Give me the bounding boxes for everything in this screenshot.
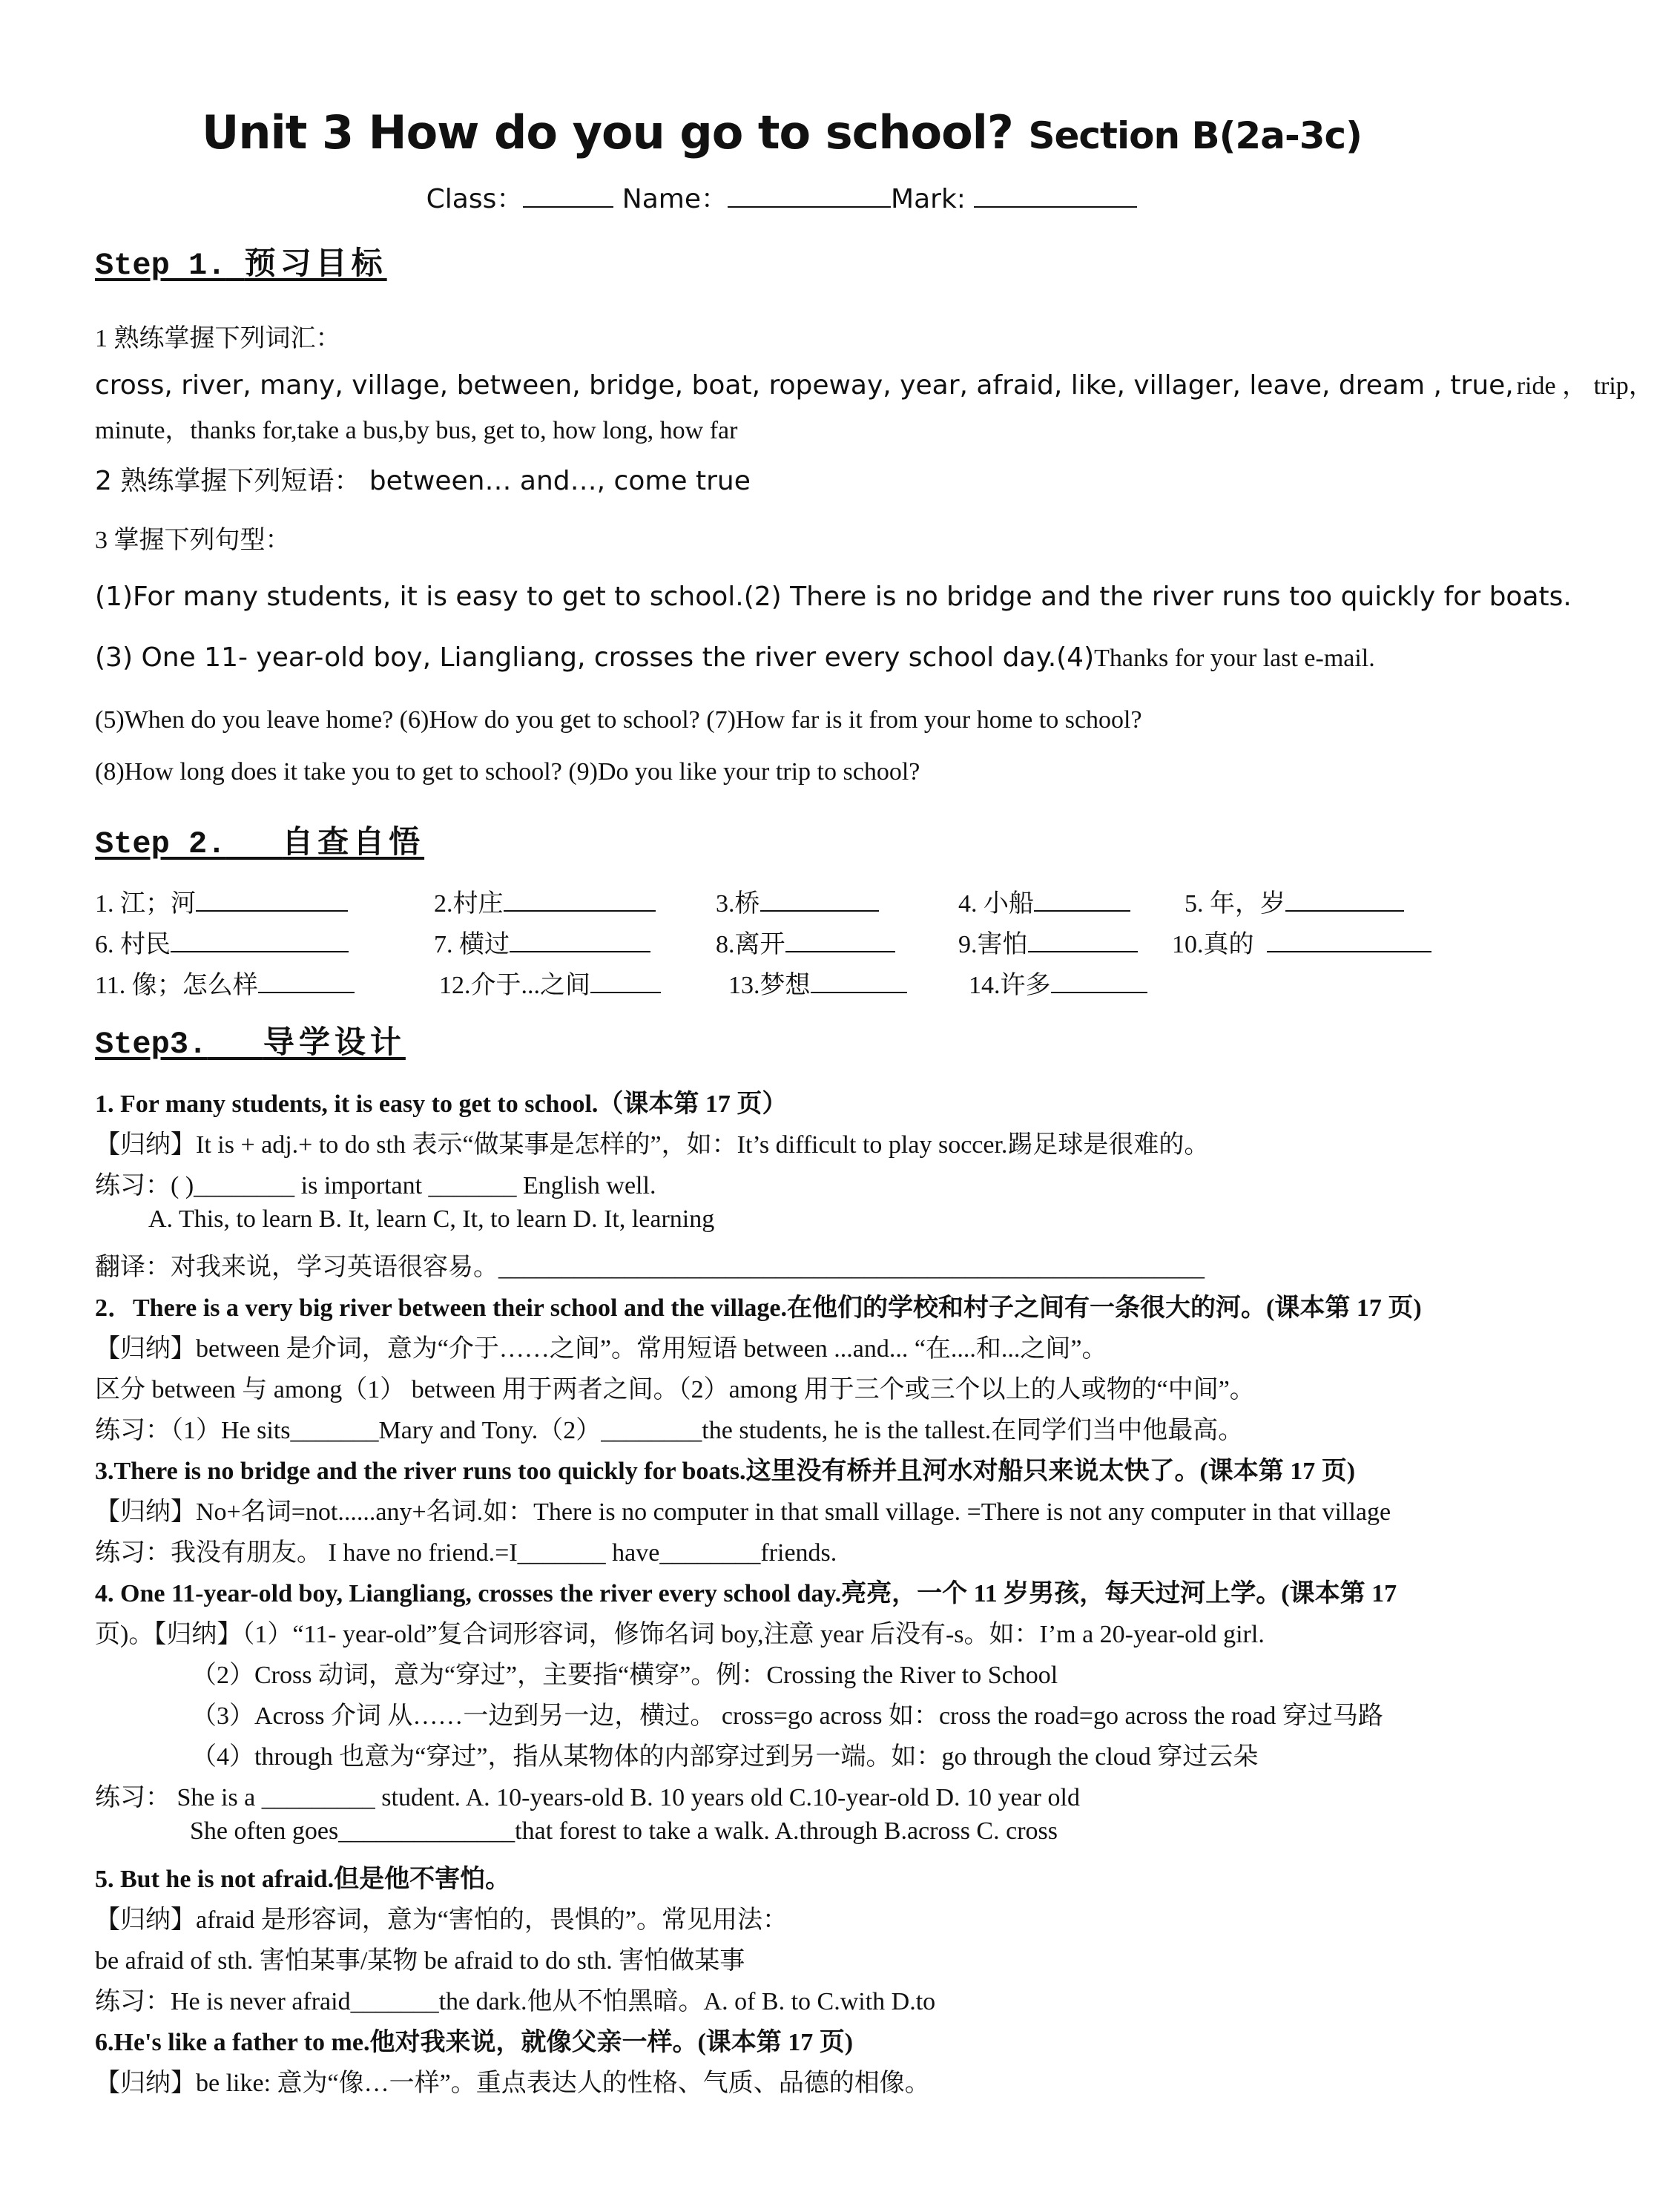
mark-label: Mark: (891, 184, 966, 214)
point-5-heading: 5. But he is not afraid.但是他不害怕。 (95, 1866, 511, 1893)
answer-blank[interactable] (760, 889, 879, 912)
sentences-label: 3 掌握下列句型： (95, 527, 291, 554)
title-sub: Section B(2a-3c) (1028, 114, 1362, 157)
sentence-line-1: (1)For many students, it is easy to get to school.(2) There is no bridge and the river runs too quickly for boats. (95, 582, 1572, 612)
answer-blank[interactable] (258, 971, 355, 993)
vocab-item-label: 3.桥 (716, 890, 760, 918)
answer-blank[interactable] (1285, 889, 1404, 912)
summary-line: 【归纳】No+名词=not......any+名词.如：There is no computer in that small village. =There is not any computer in that village (95, 1498, 1391, 1526)
vocab-item (95, 964, 355, 1001)
answer-blank[interactable] (510, 930, 650, 952)
summary-line: 页)。【归纳】（1）“11- year-old”复合词形容词，修饰名词 boy,注意 year 后没有-s。如：I’m a 20-year-old girl. (95, 1621, 1265, 1648)
step3-heading-prefix: Step3. (95, 1027, 208, 1062)
summary-line: 【归纳】be like: 意为“像…一样”。重点表达人的性格、气质、品德的相像。 (95, 2070, 930, 2097)
summary-line: 【归纳】between 是介词，意为“介于……之间”。常用短语 between ...and... “在....和...之间”。 (95, 1335, 1107, 1363)
summary-subpoint: （4）through 也意为“穿过”，指从某物体的内部穿过到另一端。如：go through the cloud 穿过云朵 (191, 1743, 1259, 1771)
answer-blank[interactable] (171, 930, 349, 952)
vocab-item (958, 883, 1130, 919)
vocab-item (95, 924, 349, 960)
vocab-item (969, 964, 1147, 1001)
phrases-line: 2 熟练掌握下列短语： between… and…, come true (95, 466, 751, 496)
point-4-heading (95, 1573, 1397, 1609)
vocab-item-label: 8.离开 (716, 931, 785, 958)
sentence-line-2-main: (3) One 11- year-old boy, Liangliang, crosses the river every school day.(4) (95, 642, 1095, 673)
step2-heading (95, 817, 424, 862)
step3-heading (95, 1018, 406, 1062)
exercise-line: She often goes______________that forest to take a walk. A.through B.across C. cross (190, 1817, 1058, 1845)
comparison-line: 区分 between 与 among（1） between 用于两者之间。（2）among 用于三个或三个以上的人或物的“中间”。 (95, 1376, 1255, 1403)
exercise-line: 练习：He is never afraid_______the dark.他从不怕黑暗。A. of B. to C.with D.to (95, 1988, 936, 2015)
mark-field[interactable] (974, 184, 1137, 208)
answer-blank[interactable] (1028, 930, 1138, 952)
point-3-heading (95, 1450, 1355, 1487)
usage-line: be afraid of sth. 害怕某事/某物 be afraid to do sth. 害怕做某事 (95, 1947, 745, 1975)
vocab-item-label: 9.害怕 (958, 931, 1028, 958)
exercise-line: 练习：我没有朋友。 I have no friend.=I_______ have________friends. (95, 1539, 837, 1567)
answer-blank[interactable] (590, 971, 661, 993)
summary-line: 【归纳】It is + adj.+ to do sth 表示“做某事是怎样的”，如：It’s difficult to play soccer.踢足球是很难的。 (95, 1131, 1210, 1159)
vocab-item-label: 6. 村民 (95, 931, 171, 958)
vocab-line-1-tail: ride ， trip， (1516, 372, 1654, 400)
sentence-line-3: (5)When do you leave home? (6)How do you get to school? (7)How far is it from your home to school? (95, 706, 1142, 734)
vocab-item-label: 7. 横过 (434, 931, 510, 958)
vocab-item-label: 4. 小船 (958, 890, 1034, 918)
answer-blank[interactable] (1034, 889, 1130, 912)
point-3-text: 3.There is no bridge and the river runs too quickly for boats.这里没有桥并且河水对船只来说太快了。(课本第 17 页) (95, 1458, 1356, 1485)
vocab-line-1-main: cross, river, many, village, between, bridge, boat, ropeway, year, afraid, like, villager, leave, dream , true, (95, 370, 1514, 401)
point-6-heading (95, 2021, 853, 2058)
vocab-label: 1 熟练掌握下列词汇： (95, 325, 341, 352)
name-label: Name： (622, 184, 728, 214)
vocab-item (434, 924, 650, 960)
vocab-item-label: 14.许多 (969, 972, 1051, 999)
answer-blank[interactable] (196, 889, 348, 912)
sentence-line-4: (8)How long does it take you to get to school? (9)Do you like your trip to school? (95, 758, 920, 786)
vocab-item-label: 11. 像；怎么样 (95, 972, 258, 999)
vocab-item (1185, 883, 1404, 919)
vocab-item-label: 1. 江；河 (95, 890, 196, 918)
step3-heading-cn: 导学设计 (263, 1024, 406, 1060)
translation-line: 翻译：对我来说，学习英语很容易。________________________________________________________ (95, 1254, 1205, 1281)
page-title (0, 105, 1564, 159)
vocab-line-1 (95, 365, 1654, 401)
vocab-item-label: 2.村庄 (434, 890, 504, 918)
exercise-line: 练习：（1）He sits_______Mary and Tony.（2）________the students, he is the tallest.在同学们当中他最高。 (95, 1417, 1244, 1444)
answer-blank[interactable] (1267, 930, 1431, 952)
summary-line: 【归纳】afraid 是形容词，意为“害怕的，畏惧的”。常见用法： (95, 1906, 788, 1934)
title-main: Unit 3 How do you go to school? (202, 105, 1013, 159)
answer-blank[interactable] (504, 889, 656, 912)
exercise-line: 练习：( )________ is important _______ English well. (95, 1172, 656, 1199)
step1-heading (95, 239, 387, 283)
vocab-line-2: minute，thanks for,take a bus,by bus, get to, how long, how far (95, 417, 738, 444)
class-field[interactable] (523, 184, 613, 208)
vocab-item (716, 883, 879, 919)
summary-subpoint: （3）Across 介词 从……一边到另一边，横过。 cross=go across 如：cross the road=go across the road 穿过马路 (191, 1702, 1383, 1730)
vocab-item (434, 883, 656, 919)
vocab-item (1172, 924, 1431, 960)
sentence-line-2 (95, 642, 1375, 673)
vocab-item-label: 5. 年，岁 (1185, 890, 1285, 918)
exercise-options: A. This, to learn B. It, learn C, It, to learn D. It, learning (148, 1205, 715, 1233)
vocab-item-label: 12.介于...之间 (439, 972, 590, 999)
step1-heading-prefix: Step 1. (95, 248, 226, 283)
vocab-item (716, 924, 895, 960)
sentence-line-2-tail: Thanks for your last e-mail. (1094, 645, 1375, 672)
step2-heading-prefix: Step 2. (95, 826, 226, 862)
point-6-text: 6.He's like a father to me.他对我来说，就像父亲一样。(课本第 17 页) (95, 2029, 854, 2056)
answer-blank[interactable] (785, 930, 895, 952)
summary-subpoint: （2）Cross 动词，意为“穿过”，主要指“横穿”。例：Crossing the River to School (191, 1662, 1058, 1689)
step2-heading-cn: 自查自悟 (282, 823, 425, 860)
step1-heading-cn: 预习目标 (244, 245, 387, 281)
vocab-item (95, 883, 348, 919)
point-2-text: 2．There is a very big river between their school and the village.在他们的学校和村子之间有一条很大的河。(课本第 17 页) (95, 1294, 1422, 1322)
exercise-line: 练习： She is a _________ student. A. 10-years-old B. 10 years old C.10-year-old D. 10 year old (95, 1784, 1080, 1811)
point-1-heading: 1. For many students, it is easy to get to school.（课本第 17 页） (95, 1090, 788, 1118)
answer-blank[interactable] (811, 971, 907, 993)
vocab-item (728, 964, 907, 1001)
vocab-item-label: 13.梦想 (728, 972, 811, 999)
vocab-item (439, 964, 661, 1001)
vocab-item (958, 924, 1138, 960)
name-field[interactable] (728, 184, 891, 208)
answer-blank[interactable] (1051, 971, 1147, 993)
point-2-heading (95, 1287, 1422, 1323)
class-label: Class： (426, 184, 524, 214)
student-info-line (0, 178, 1564, 216)
point-4-text: 4. One 11-year-old boy, Liangliang, crosses the river every school day.亮亮，一个 11 岁男孩，每天过河上学。(课本第 17 (95, 1580, 1397, 1607)
vocab-item-label: 10.真的 (1172, 931, 1254, 958)
